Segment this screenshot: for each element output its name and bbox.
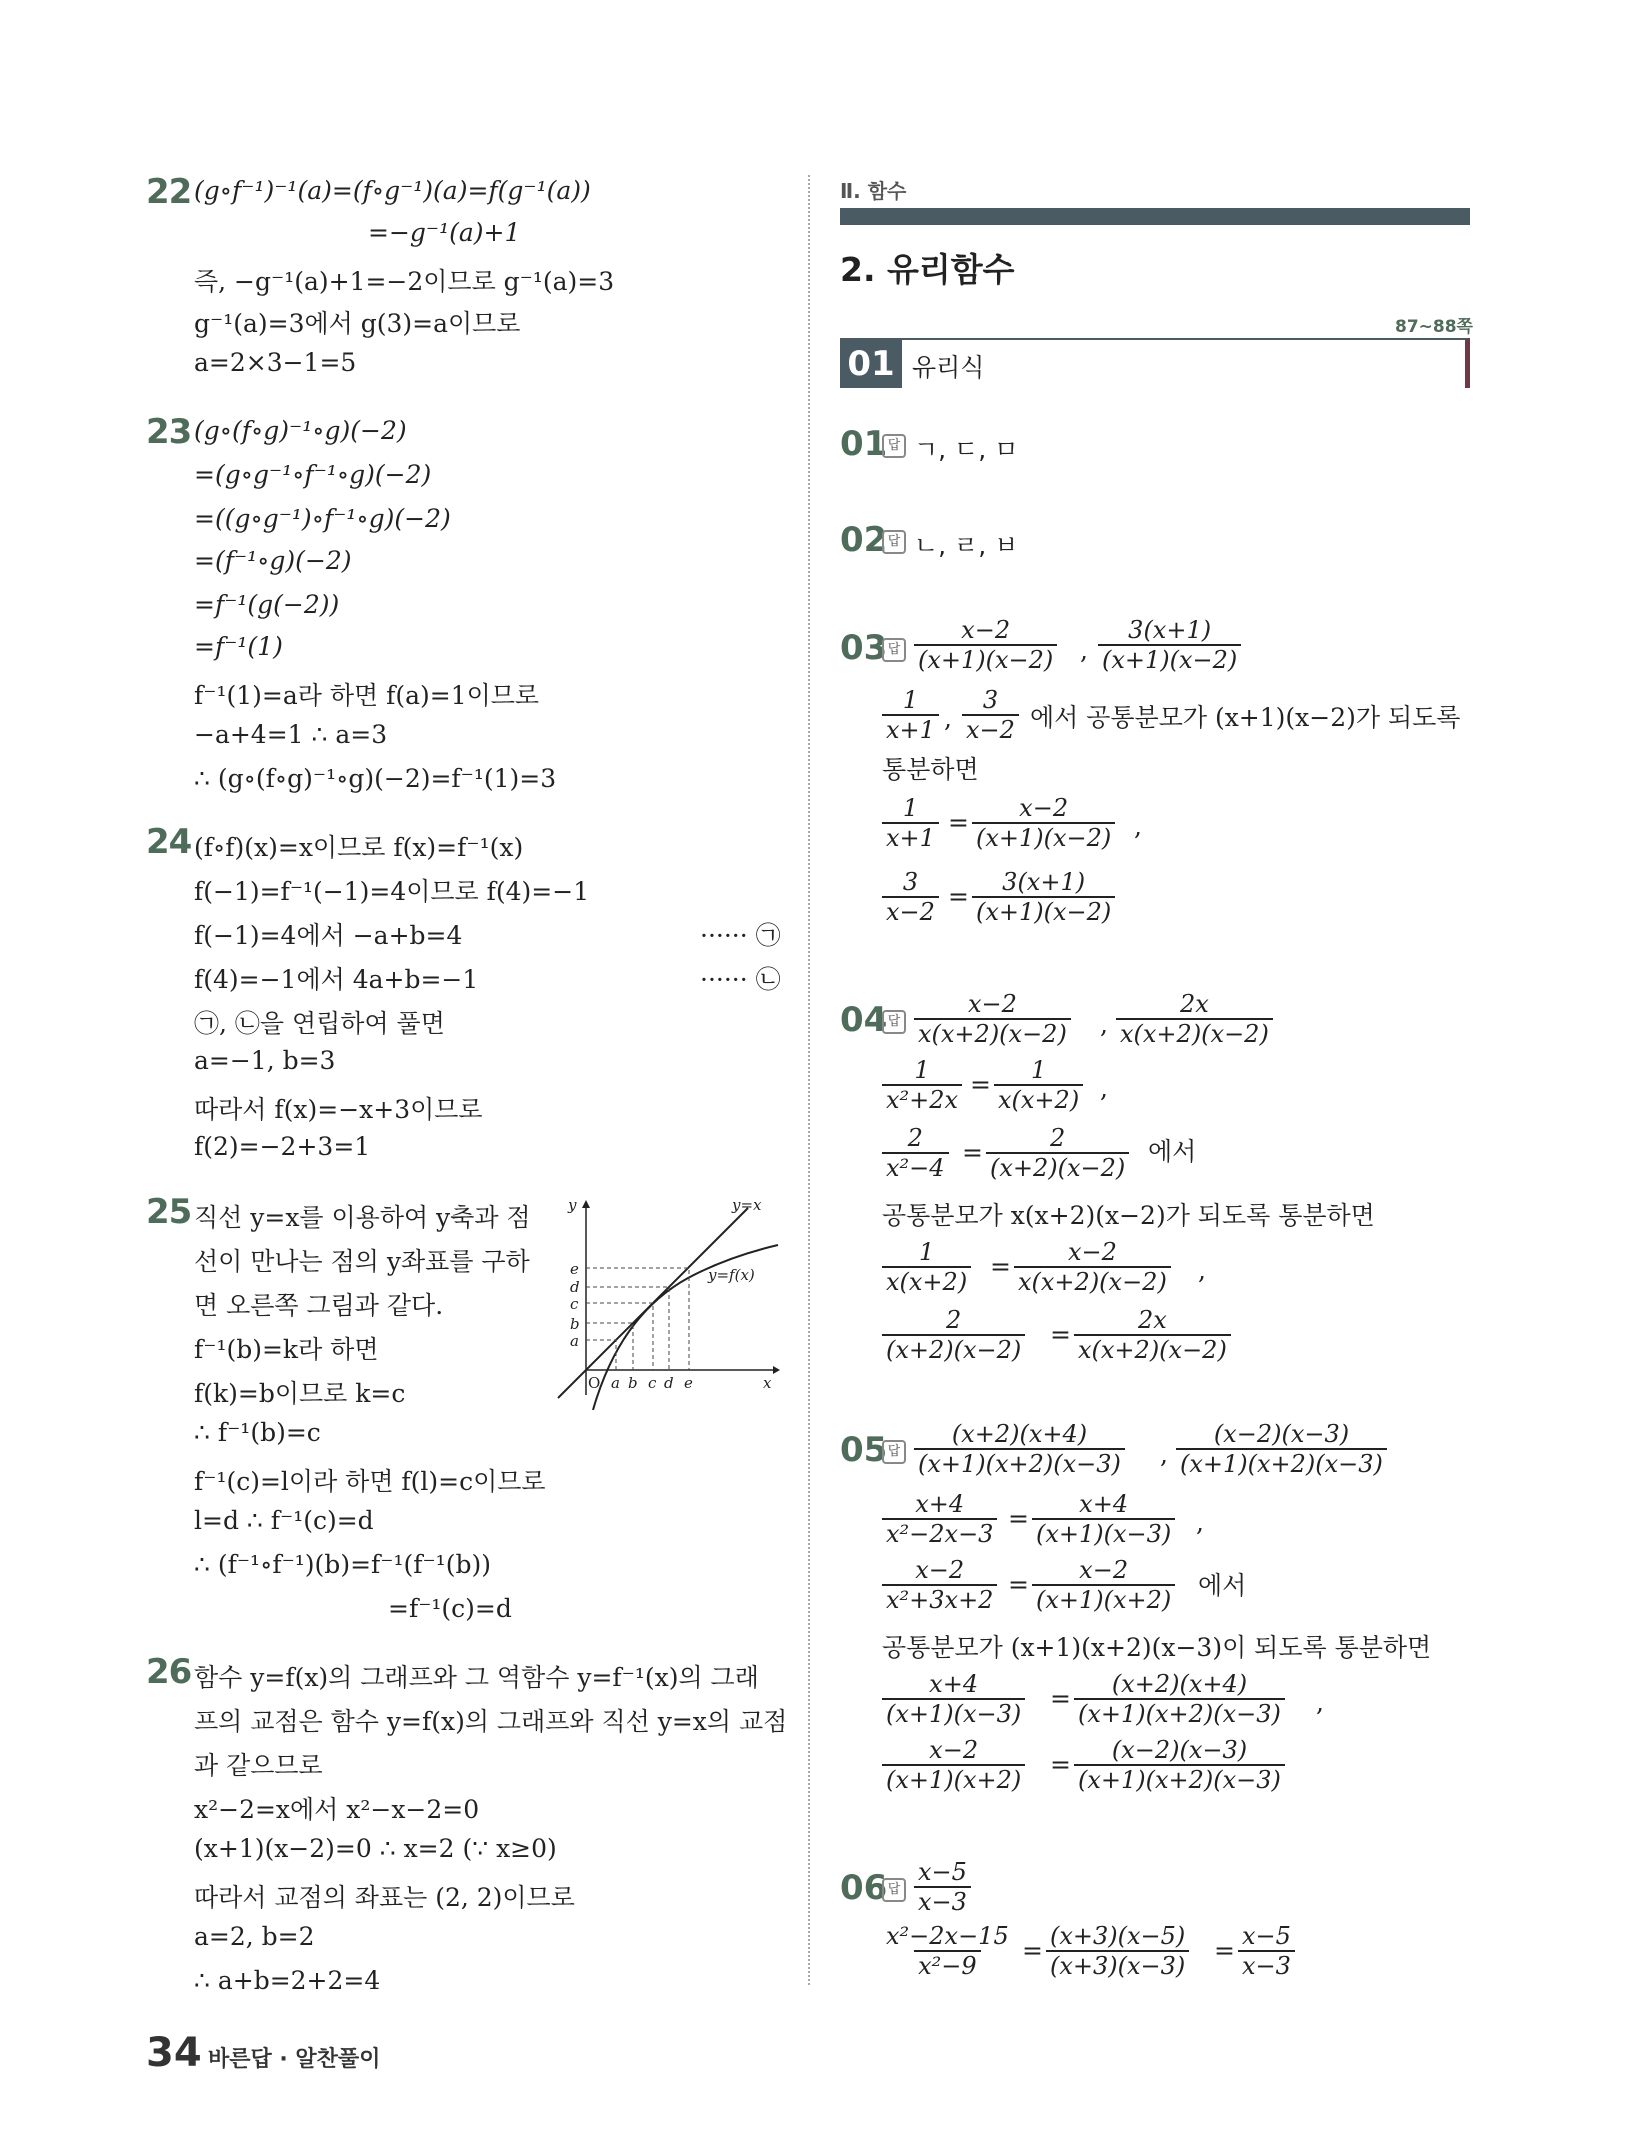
q04-eq3-left: $\frac{1}{x(x+2)}$ [882,1238,971,1296]
q04-eq1-left: $\frac{1}{\text{x²+2x}}$ [882,1056,962,1114]
p22-line-2: =−g⁻¹(a)+1 [368,218,521,247]
p25-line-3: 면 오른쪽 그림과 같다. [194,1291,444,1320]
inverse-function-graph [548,1190,788,1410]
q03-number: 03 [840,628,888,668]
problem-22-number: 22 [146,172,192,212]
equals: = [962,1138,983,1167]
p26-line-2: 프의 교점은 함수 y=f(x)의 그래프와 직선 y=x의 교점 [194,1707,788,1736]
answer-icon: 답 [882,434,906,458]
p25-line-9: ∴ (f⁻¹∘f⁻¹)(b)=f⁻¹(f⁻¹(b)) [194,1550,491,1579]
q06-eq-2: $\frac{(x+3)(x-5)}{(x+3)(x-3)}$ [1046,1922,1189,1980]
q05-eq2-left: $\frac{x-2}{\text{x²+3x+2}}$ [882,1556,997,1614]
book-title: 바른답 · 알찬풀이 [208,2047,381,2072]
p23-line-6: =f⁻¹(1) [194,632,283,661]
q06-eq-1: $\frac{\text{x²−2x−15}}{\text{x²−9}}$ [886,1922,1009,1980]
q04-eq1-right: $\frac{1}{x(x+2)}$ [994,1056,1083,1114]
q03-eq2-left: $\frac{3}{x-2}$ [882,868,939,926]
equals: = [1214,1936,1235,1965]
q05-ans-frac-1: $\frac{(x+2)(x+4)}{(x+1)(x+2)(x-3)}$ [914,1420,1125,1478]
comma: , [1160,1440,1168,1469]
q05-text-2: 공통분모가 (x+1)(x+2)(x−3)이 되도록 통분하면 [882,1633,1432,1662]
p24-line-5: ㉠, ㉡을 연립하여 풀면 [194,1009,445,1038]
x-tick-b: b [628,1374,638,1392]
p23-line-1: (g∘(f∘g)⁻¹∘g)(−2) [194,416,407,445]
q04-ans-frac-1: $\frac{x-2}{x(x+2)(x-2)}$ [914,990,1071,1048]
origin-label: O [588,1374,601,1392]
p25-line-7: f⁻¹(c)=l이라 하면 f(l)=c이므로 [194,1467,546,1496]
y-tick-e: e [570,1260,579,1278]
unit-header [840,338,1470,388]
q04-eq2-left: $\frac{2}{\text{x²−4}}$ [882,1124,949,1182]
p24-line-8: f(2)=−2+3=1 [194,1132,371,1161]
p25-line-2: 선이 만나는 점의 y좌표를 구하 [194,1247,530,1276]
q04-eq4-right: $\frac{2x}{x(x+2)(x-2)}$ [1074,1306,1231,1364]
q03-frac-1: $\frac{1}{x+1}$ [882,686,939,744]
y-tick-b: b [570,1315,580,1333]
q04-eq3-right: $\frac{x-2}{x(x+2)(x-2)}$ [1014,1238,1171,1296]
p23-line-4: =(f⁻¹∘g)(−2) [194,546,352,575]
q02-answer: ㄴ, ㄹ, ㅂ [914,531,1019,560]
q05-eq2-right: $\frac{x-2}{(x+1)(x+2)}$ [1032,1556,1175,1614]
x-tick-d: d [664,1374,674,1392]
p26-line-4: x²−2=x에서 x²−x−2=0 [194,1795,480,1824]
unit-number: 01 [840,340,902,388]
equals: = [1050,1320,1071,1349]
problem-23-number: 23 [146,412,192,452]
answer-icon: 답 [882,1878,906,1902]
p23-line-5: =f⁻¹(g(−2)) [194,590,340,619]
comma: , [1198,1256,1206,1285]
q02-number: 02 [840,520,888,560]
comma: , [1100,1074,1108,1103]
equals: = [1008,1570,1029,1599]
page-range: 87~88쪽 [1395,317,1473,337]
y-tick-d: d [570,1278,580,1296]
p23-line-7: f⁻¹(1)=a라 하면 f(a)=1이므로 [194,681,540,710]
q05-text-1: 에서 [1198,1571,1247,1600]
p23-line-8: −a+4=1 ∴ a=3 [194,720,388,749]
x-tick-a: a [611,1374,620,1392]
p25-line-6: ∴ f⁻¹(b)=c [194,1418,321,1447]
q03-ans-frac-2: $\frac{3(x+1)}{(x+1)(x-2)}$ [1098,616,1241,674]
q04-eq4-left: $\frac{2}{(x+2)(x-2)}$ [882,1306,1025,1364]
equals: = [1050,1750,1071,1779]
p23-line-9: ∴ (g∘(f∘g)⁻¹∘g)(−2)=f⁻¹(1)=3 [194,764,557,793]
chapter-title: 2. 유리함수 [840,250,1015,289]
equals: = [948,882,969,911]
q04-ans-frac-2: $\frac{2x}{x(x+2)(x-2)}$ [1116,990,1273,1048]
p24-line-2: f(−1)=f⁻¹(−1)=4이므로 f(4)=−1 [194,877,590,906]
p22-line-1: (g∘f⁻¹)⁻¹(a)=(f∘g⁻¹)(a)=f(g⁻¹(a)) [194,176,591,205]
p26-line-5: (x+1)(x−2)=0 ∴ x=2 (∵ x≥0) [194,1834,557,1863]
x-axis-arrow [773,1366,780,1374]
problem-25-number: 25 [146,1192,192,1232]
q05-eq4-right: $\frac{(x-2)(x-3)}{(x+1)(x+2)(x-3)}$ [1074,1736,1285,1794]
p25-line-4: f⁻¹(b)=k라 하면 [194,1335,379,1364]
q03-eq2-right: $\frac{3(x+1)}{(x+1)(x-2)}$ [972,868,1115,926]
p25-line-8: l=d ∴ f⁻¹(c)=d [194,1506,374,1535]
q04-text-2: 공통분모가 x(x+2)(x−2)가 되도록 통분하면 [882,1201,1375,1230]
p22-line-4: g⁻¹(a)=3에서 g(3)=a이므로 [194,309,521,338]
p25-line-1: 직선 y=x를 이용하여 y축과 점 [194,1203,531,1232]
p24-line-4: f(4)=−1에서 4a+b=−1 [194,965,479,994]
p25-line-10: =f⁻¹(c)=d [388,1594,512,1623]
q04-eq2-right: $\frac{2}{(x+2)(x-2)}$ [986,1124,1129,1182]
equals: = [990,1252,1011,1281]
x-axis-label: x [763,1374,772,1392]
y-tick-c: c [570,1295,579,1313]
q01-answer: ㄱ, ㄷ, ㅁ [914,435,1019,464]
column-divider [808,175,810,1985]
q05-eq3-left: $\frac{x+4}{(x+1)(x-3)}$ [882,1670,1025,1728]
section-heading: Ⅱ. 함수 [840,179,907,203]
p22-line-5: a=2×3−1=5 [194,348,357,377]
y-axis-label: y [568,1196,577,1214]
p26-line-8: ∴ a+b=2+2=4 [194,1966,381,1995]
comma: , [1134,812,1142,841]
p24-mark-1: ······ ㉠ [700,921,781,950]
equals: = [1008,1504,1029,1533]
p24-line-1: (f∘f)(x)=x이므로 f(x)=f⁻¹(x) [194,833,524,862]
q06-eq-3: $\frac{x-5}{x-3}$ [1238,1922,1295,1980]
page-number: 34 [146,2030,202,2076]
equals: = [1022,1936,1043,1965]
p24-mark-2: ······ ㉡ [700,965,781,994]
problem-24-number: 24 [146,822,192,862]
x-tick-c: c [648,1374,657,1392]
p26-line-6: 따라서 교점의 좌표는 (2, 2)이므로 [194,1883,575,1912]
x-tick-e: e [684,1374,693,1392]
q06-ans-frac: $\frac{x-5}{x-3}$ [914,1858,971,1916]
q03-ans-frac-1: $\frac{x-2}{(x+1)(x-2)}$ [914,616,1057,674]
p23-line-2: =(g∘g⁻¹∘f⁻¹∘g)(−2) [194,460,432,489]
answer-icon: 답 [882,1010,906,1034]
p25-line-5: f(k)=b이므로 k=c [194,1379,406,1408]
y-axis-arrow [582,1200,590,1208]
q05-eq4-left: $\frac{x-2}{(x+1)(x+2)}$ [882,1736,1025,1794]
q05-eq1-left: $\frac{x+4}{\text{x²−2x−3}}$ [882,1490,997,1548]
q03-eq1-right: $\frac{x-2}{(x+1)(x-2)}$ [972,794,1115,852]
comma: , [1080,636,1088,665]
unit-title: 유리식 [912,353,985,382]
comma: , [944,704,952,733]
curve-label: y=f(x) [708,1266,755,1284]
p24-line-6: a=−1, b=3 [194,1046,336,1075]
q04-text-1: 에서 [1148,1137,1197,1166]
comma: , [1316,1688,1324,1717]
q05-eq3-right: $\frac{(x+2)(x+4)}{(x+1)(x+2)(x-3)}$ [1074,1670,1285,1728]
q03-frac-2: $\frac{3}{x-2}$ [962,686,1019,744]
p26-line-3: 과 같으므로 [194,1751,323,1780]
answer-icon: 답 [882,1440,906,1464]
comma: , [1196,1508,1204,1537]
equals: = [970,1070,991,1099]
equals: = [1050,1684,1071,1713]
q05-number: 05 [840,1430,888,1470]
answer-icon: 답 [882,530,906,554]
q05-ans-frac-2: $\frac{(x-2)(x-3)}{(x+1)(x+2)(x-3)}$ [1176,1420,1387,1478]
p24-line-3: f(−1)=4에서 −a+b=4 [194,921,463,950]
p24-line-7: 따라서 f(x)=−x+3이므로 [194,1095,483,1124]
p26-line-7: a=2, b=2 [194,1922,315,1951]
comma: , [1100,1010,1108,1039]
problem-26-number: 26 [146,1652,192,1692]
y-tick-a: a [570,1332,579,1350]
p26-line-1: 함수 y=f(x)의 그래프와 그 역함수 y=f⁻¹(x)의 그래 [194,1663,759,1692]
p23-line-3: =((g∘g⁻¹)∘f⁻¹∘g)(−2) [194,504,451,533]
p22-line-3: 즉, −g⁻¹(a)+1=−2이므로 g⁻¹(a)=3 [194,267,615,296]
equals: = [948,808,969,837]
line-label: y=x [732,1196,762,1214]
q04-number: 04 [840,1000,888,1040]
q03-text-2: 통분하면 [882,755,979,784]
q01-number: 01 [840,424,888,464]
q03-text-1: 에서 공통분모가 (x+1)(x−2)가 되도록 [1030,703,1461,732]
section-bar [840,208,1470,225]
answer-icon: 답 [882,638,906,662]
q06-number: 06 [840,1868,888,1908]
q03-eq1-left: $\frac{1}{x+1}$ [882,794,939,852]
q05-eq1-right: $\frac{x+4}{(x+1)(x-3)}$ [1032,1490,1175,1548]
